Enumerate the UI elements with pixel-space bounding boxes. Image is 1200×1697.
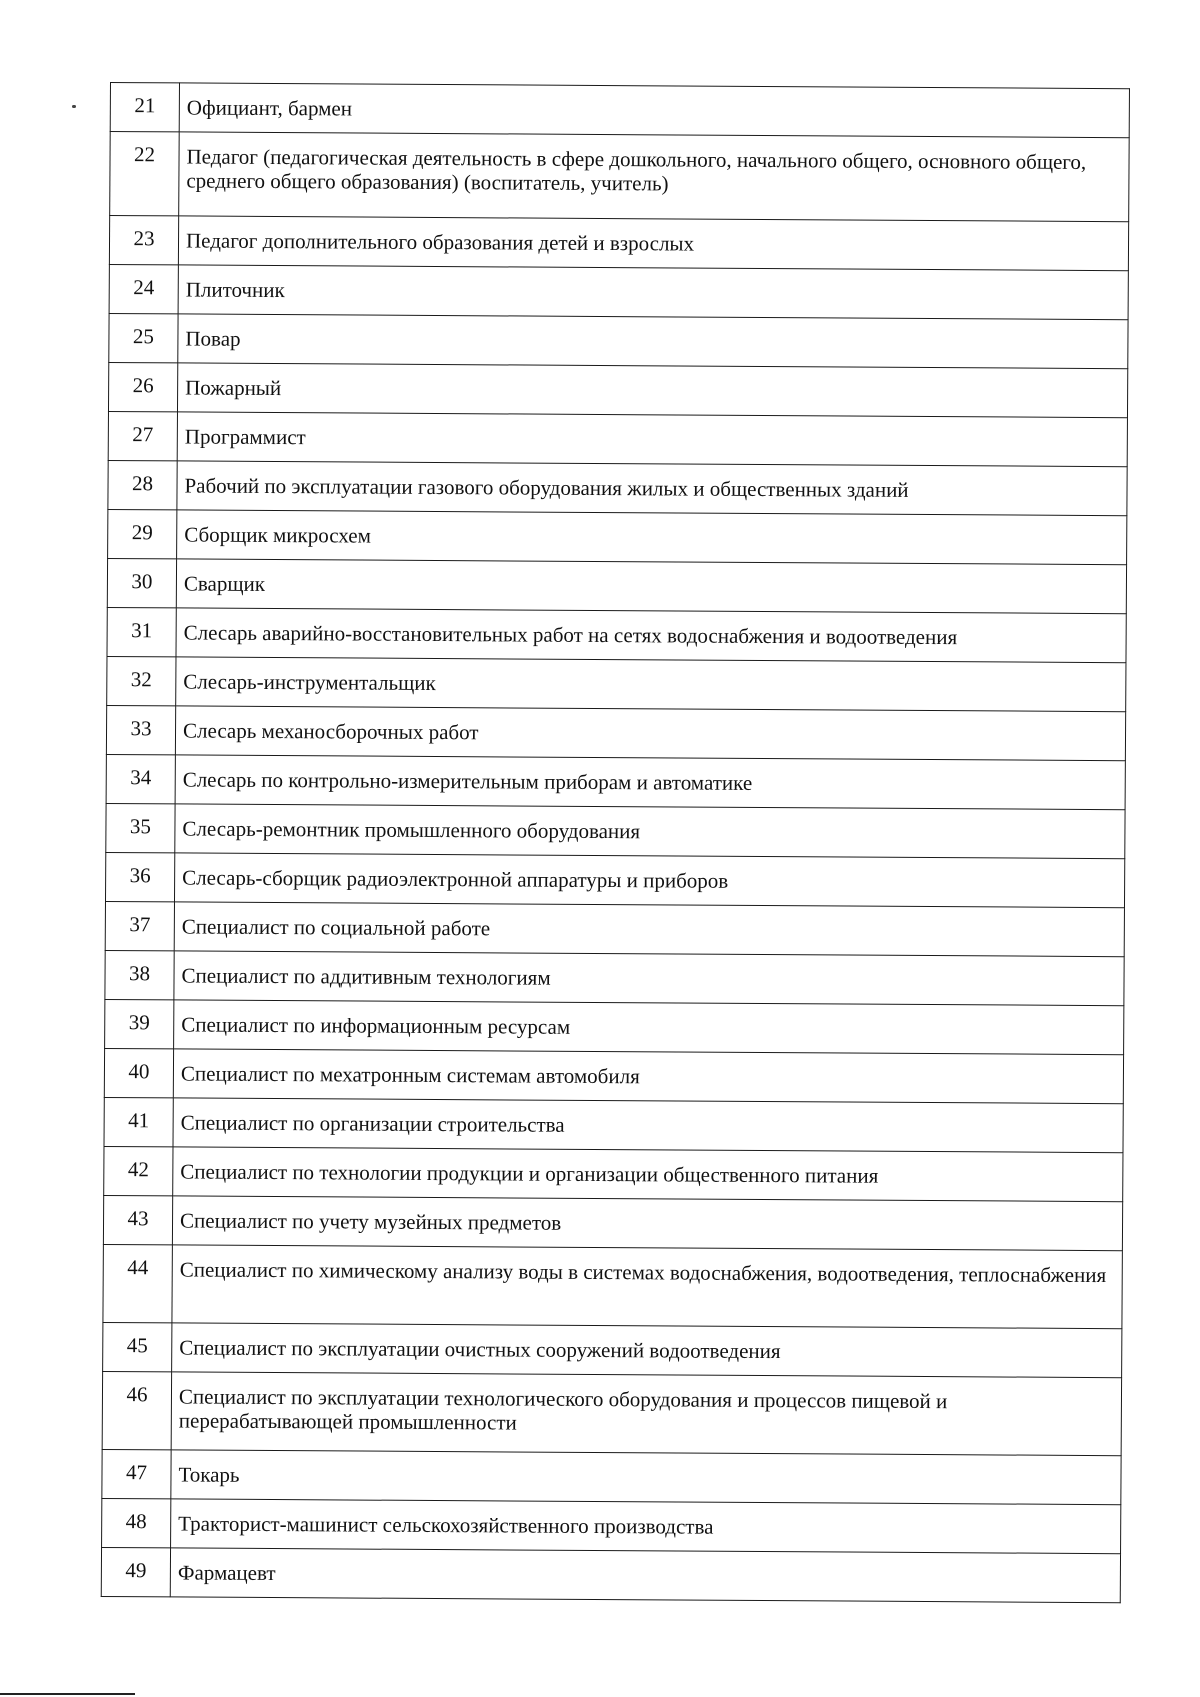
table-row xyxy=(109,264,1128,319)
table-row xyxy=(104,1146,1123,1201)
table-row xyxy=(108,460,1127,515)
profession-name: Специалист по технологии продукции и организации общественного питания xyxy=(173,1147,1123,1202)
row-number: 42 xyxy=(104,1146,173,1195)
table-row xyxy=(108,411,1127,466)
row-number: 35 xyxy=(106,803,175,852)
table-row xyxy=(108,362,1127,417)
scan-speck xyxy=(72,105,76,108)
row-number: 41 xyxy=(104,1097,173,1146)
table-row xyxy=(106,754,1125,809)
table-row xyxy=(105,852,1124,907)
row-number: 47 xyxy=(102,1449,171,1498)
table-row xyxy=(108,509,1127,564)
table-row xyxy=(105,950,1124,1005)
table-row xyxy=(107,607,1126,662)
table-row xyxy=(102,1371,1121,1455)
table-row xyxy=(105,901,1124,956)
profession-name: Специалист по эксплуатации очистных сооружений водоотведения xyxy=(172,1323,1122,1378)
profession-name: Специалист по информационным ресурсам xyxy=(174,1000,1124,1055)
table-row xyxy=(103,1244,1122,1328)
profession-name: Специалист по организации строительства xyxy=(173,1098,1123,1153)
row-number: 34 xyxy=(106,754,175,803)
profession-name: Рабочий по эксплуатации газового оборудования жилых и общественных зданий xyxy=(177,461,1127,516)
table-row xyxy=(102,1449,1121,1504)
row-number: 40 xyxy=(104,1048,173,1097)
row-number: 26 xyxy=(108,362,177,411)
table-row xyxy=(105,999,1124,1054)
profession-name: Слесарь по контрольно-измерительным приборам и автоматике xyxy=(175,755,1125,810)
profession-name: Слесарь механосборочных работ xyxy=(175,706,1125,761)
row-number: 38 xyxy=(105,950,174,999)
profession-name: Фармацевт xyxy=(170,1548,1120,1603)
table-row xyxy=(103,1322,1122,1377)
profession-name: Повар xyxy=(178,314,1128,369)
profession-name: Пожарный xyxy=(177,363,1127,418)
row-number: 22 xyxy=(110,132,180,216)
profession-name: Специалист по социальной работе xyxy=(174,902,1124,957)
table-row xyxy=(104,1097,1123,1152)
table-row xyxy=(109,313,1128,368)
profession-name: Педагог дополнительного образования детей и взрослых xyxy=(178,216,1128,271)
table-row xyxy=(101,1547,1120,1602)
row-number: 31 xyxy=(107,607,176,656)
row-number: 33 xyxy=(106,705,175,754)
profession-name: Специалист по химическому анализу воды в системах водоснабжения, водоотведения, теплоснабжения xyxy=(172,1245,1122,1329)
row-number: 24 xyxy=(109,264,178,313)
row-number: 21 xyxy=(110,83,179,132)
profession-name: Слесарь-инструментальщик xyxy=(176,657,1126,712)
profession-name: Педагог (педагогическая деятельность в сфере дошкольного, начального общего, основного общего, среднего общего образования) (воспитатель, учитель) xyxy=(179,132,1129,222)
profession-name: Тракторист-машинист сельскохозяйственного производства xyxy=(171,1499,1121,1554)
row-number: 36 xyxy=(105,852,174,901)
row-number: 27 xyxy=(108,411,177,460)
table-row xyxy=(107,656,1126,711)
professions-table xyxy=(101,82,1130,1603)
profession-name: Слесарь-ремонтник промышленного оборудования xyxy=(175,804,1125,859)
row-number: 46 xyxy=(102,1371,171,1449)
table-row xyxy=(110,83,1129,138)
profession-name: Слесарь-сборщик радиоэлектронной аппаратуры и приборов xyxy=(174,853,1124,908)
row-number: 48 xyxy=(102,1498,171,1547)
row-number: 44 xyxy=(103,1244,172,1322)
profession-name: Специалист по аддитивным технологиям xyxy=(174,951,1124,1006)
profession-name: Официант, бармен xyxy=(179,83,1129,138)
row-number: 29 xyxy=(108,509,177,558)
profession-name: Токарь xyxy=(171,1450,1121,1505)
row-number: 39 xyxy=(105,999,174,1048)
profession-name: Плиточник xyxy=(178,265,1128,320)
profession-name: Сборщик микросхем xyxy=(177,510,1127,565)
table-row xyxy=(106,803,1125,858)
footer-rule xyxy=(0,1693,135,1695)
row-number: 30 xyxy=(107,558,176,607)
table-row xyxy=(103,1195,1122,1250)
row-number: 23 xyxy=(109,216,178,265)
row-number: 25 xyxy=(109,313,178,362)
profession-name: Программист xyxy=(177,412,1127,467)
row-number: 37 xyxy=(105,901,174,950)
row-number: 43 xyxy=(103,1195,172,1244)
table-row xyxy=(110,132,1129,222)
table-row xyxy=(107,558,1126,613)
table-row xyxy=(104,1048,1123,1103)
row-number: 45 xyxy=(103,1322,172,1371)
row-number: 28 xyxy=(108,460,177,509)
professions-table-body xyxy=(101,83,1129,1603)
profession-name: Специалист по эксплуатации технологического оборудования и процессов пищевой и перерабатывающей промышленности xyxy=(171,1372,1121,1456)
profession-name: Специалист по учету музейных предметов xyxy=(172,1196,1122,1251)
row-number: 49 xyxy=(101,1547,170,1596)
table-row xyxy=(102,1498,1121,1553)
table-row xyxy=(106,705,1125,760)
profession-name: Слесарь аварийно-восстановительных работ на сетях водоснабжения и водоотведения xyxy=(176,608,1126,663)
profession-name: Сварщик xyxy=(176,559,1126,614)
table-row xyxy=(109,216,1128,271)
profession-name: Специалист по мехатронным системам автомобиля xyxy=(173,1049,1123,1104)
row-number: 32 xyxy=(107,656,176,705)
